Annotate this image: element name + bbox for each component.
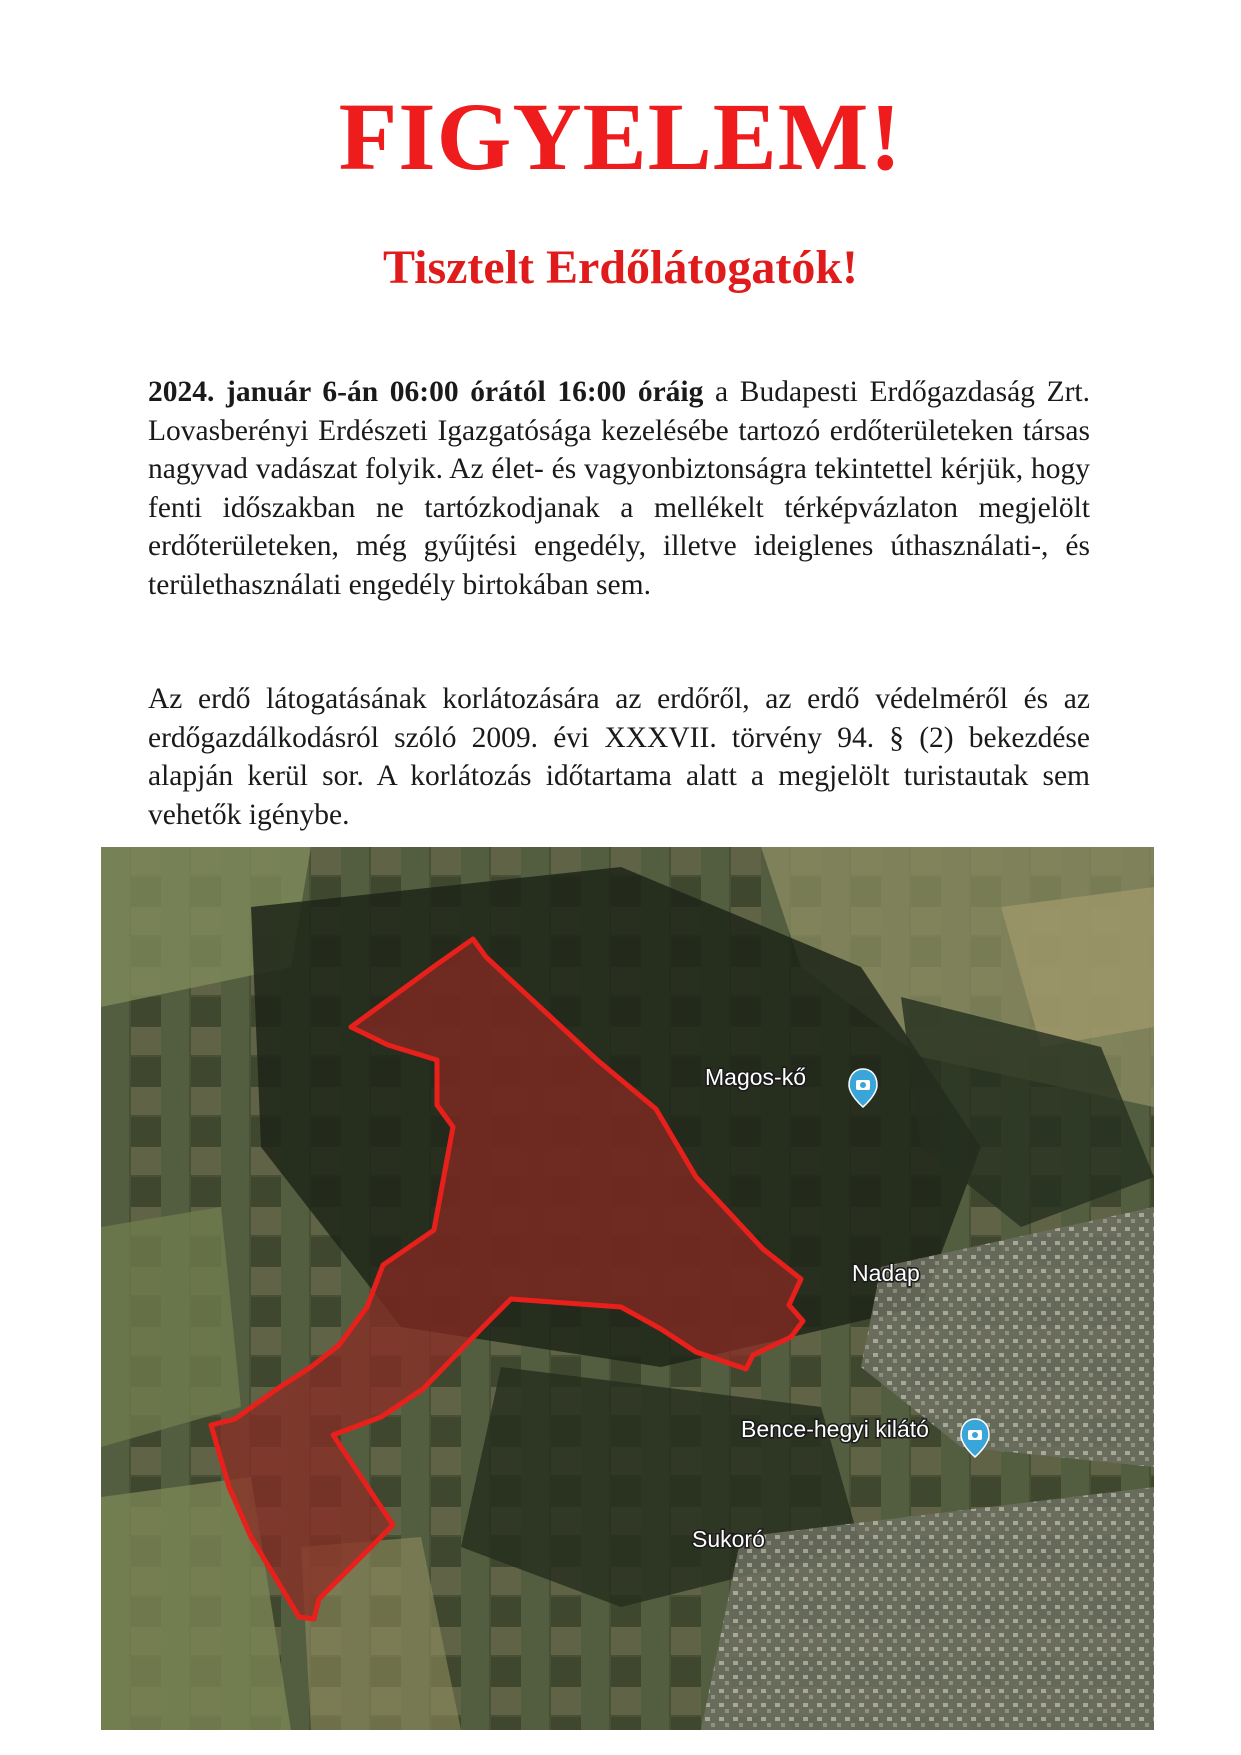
- map-label-magos-ko: Magos-kő: [705, 1064, 806, 1090]
- date-time-highlight: 2024. január 6-án 06:00 órától 16:00 óráig: [148, 376, 704, 408]
- notice-subtitle: Tisztelt Erdőlátogatók!: [382, 241, 859, 294]
- map-label-sukoro: Sukoró: [692, 1526, 765, 1552]
- notice-paragraph-1: [148, 373, 1090, 604]
- map-label-nadap: Nadap: [852, 1260, 920, 1286]
- paragraph-1-text: a Budapesti Erdőgazdaság Zrt. Lovasberényi Erdészeti Igazgatósága kezelésébe tartozó erdőterületeken társas nagyvad vadászat folyik. Az élet- és vagyonbiztonságra tekintettel kérjük, hogy fenti időszakban ne tartózkodjanak a mellékelt térképvázlaton megjelölt erdőterületeken, még gyűjtési engedély, illetve ideiglenes úthasználati-, és területhasználati engedély birtokában sem.: [148, 376, 1090, 601]
- notice-title: FIGYELEM!: [338, 83, 903, 190]
- map-label-bence-hegyi-kilato: Bence-hegyi kilátó: [741, 1416, 929, 1442]
- hunting-area-map: [101, 847, 1154, 1730]
- notice-paragraph-2: Az erdő látogatásának korlátozására az erdőről, az erdő védelméről és az erdőgazdálkodásról szóló 2009. évi XXXVII. törvény 94. § (2) bekezdése alapján kerül sor. A korlátozás időtartama alatt a megjelölt turistautak sem vehetők igénybe.: [148, 683, 1090, 831]
